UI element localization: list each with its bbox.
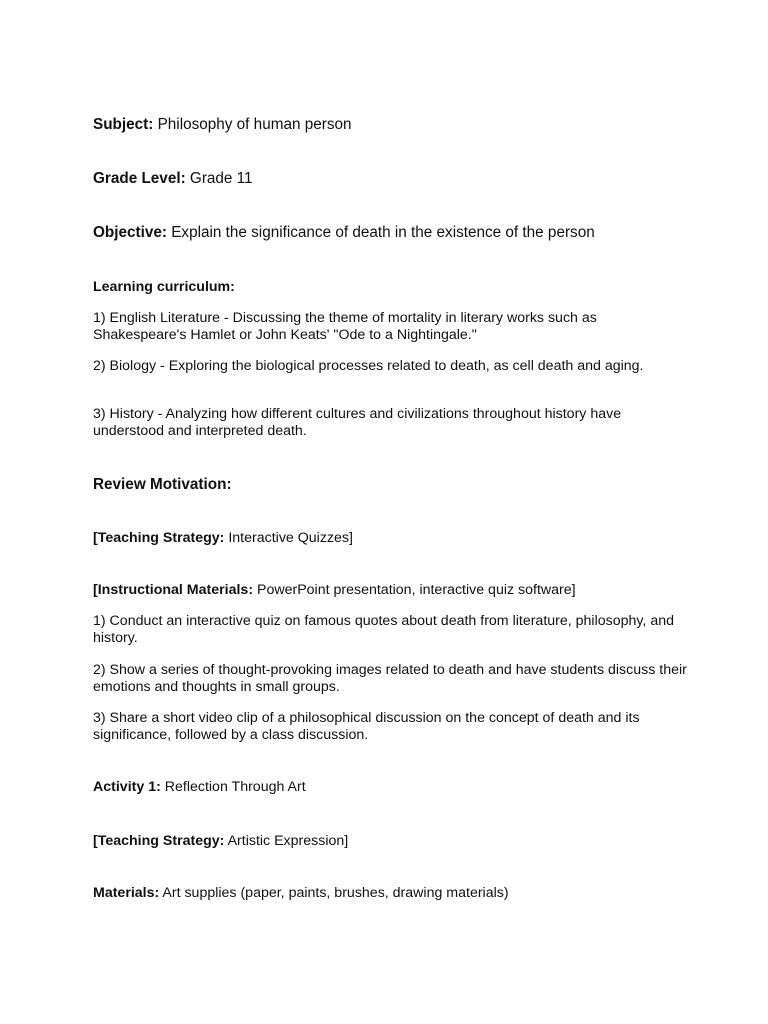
teaching-strategy-value: Interactive Quizzes] [224, 530, 353, 546]
activity-1-label: Activity 1: [93, 779, 161, 795]
curriculum-item-3: 3) History - Analyzing how different cultures and civilizations throughout history have understood and interpreted death. [93, 406, 622, 439]
curriculum-item-1: 1) English Literature - Discussing the theme of mortality in literary works such as Shakespeare's Hamlet or John Keats' "Ode to a Nightingale." [93, 310, 597, 343]
activity-teaching-strategy-value: Artistic Expression] [224, 833, 349, 849]
instructional-materials-label: Instructional Materials: [97, 582, 254, 598]
objective-line [93, 224, 595, 242]
materials-line [93, 885, 509, 901]
review-item-1: 1) Conduct an interactive quiz on famous quotes about death from literature, philosophy, and history. [93, 613, 674, 646]
grade-level-line [93, 170, 253, 188]
objective-label: Objective: [93, 224, 167, 241]
instructional-materials: [Instructional Materials: PowerPoint presentation, interactive quiz software] [93, 582, 576, 598]
grade-level-label: Grade Level: [93, 170, 186, 187]
activity-teaching-strategy-label: Teaching Strategy: [97, 833, 225, 849]
activity-1-line [93, 779, 306, 795]
teaching-strategy-label: Teaching Strategy: [97, 530, 225, 546]
subject-line [93, 116, 351, 134]
review-item-2: 2) Show a series of thought-provoking images related to death and have students discuss their emotions and thoughts in small groups. [93, 662, 687, 695]
subject-label: Subject: [93, 116, 154, 133]
materials-label: Materials: [93, 885, 160, 901]
grade-level-value: Grade 11 [189, 170, 253, 187]
review-motivation-heading: Review Motivation: [93, 476, 232, 493]
subject-value: Philosophy of human person [157, 116, 352, 133]
review-teaching-strategy: [Teaching Strategy: Interactive Quizzes] [93, 530, 353, 546]
objective-value: Explain the significance of death in the existence of the person [171, 224, 595, 241]
materials-value: Art supplies (paper, paints, brushes, drawing materials) [159, 885, 509, 901]
activity-1-value: Reflection Through Art [160, 779, 306, 795]
instructional-materials-value: PowerPoint presentation, interactive quiz software] [253, 582, 576, 598]
activity-teaching-strategy: [Teaching Strategy: Artistic Expression] [93, 833, 349, 849]
learning-curriculum-heading: Learning curriculum: [93, 279, 235, 295]
review-item-3: 3) Share a short video clip of a philosophical discussion on the concept of death and its significance, followed by a class discussion. [93, 710, 640, 743]
curriculum-item-2: 2) Biology - Exploring the biological processes related to death, as cell death and aging. [93, 358, 644, 374]
